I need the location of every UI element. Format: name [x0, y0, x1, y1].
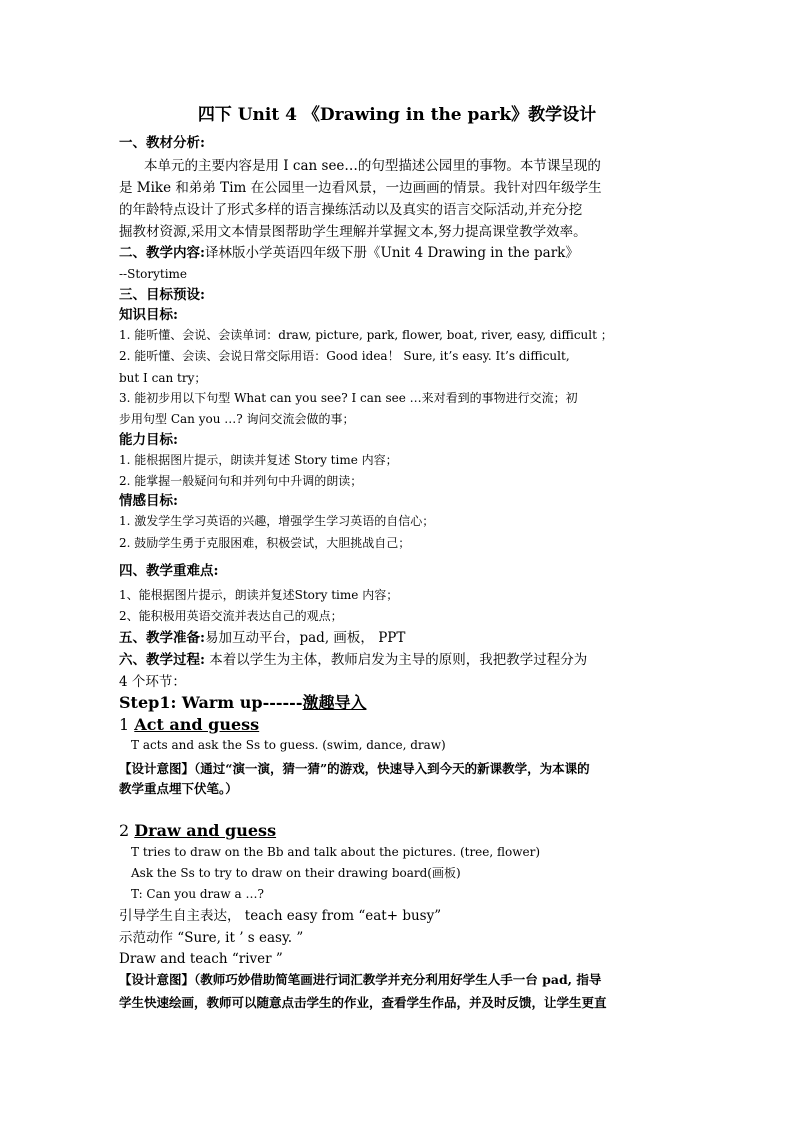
- section-2-heading: 二、教学内容:: [119, 245, 205, 261]
- step1-heading-cn: 激趣导入: [302, 693, 367, 712]
- section-2-line: [119, 246, 579, 262]
- section-1-line: 是 Mike 和弟弟 Tim 在公园里一边看风景，一边画画的情景。我针对四年级学生: [119, 180, 602, 196]
- knowledge-item: but I can try；: [119, 371, 207, 385]
- section-4-item: 2、能积极用英语交流并表达自己的观点；: [119, 609, 343, 623]
- section-3-heading: 三、目标预设:: [119, 287, 205, 303]
- activity-2-heading: [119, 822, 276, 840]
- activity-2-line: T tries to draw on the Bb and talk about the pictures. (tree, flower): [131, 845, 541, 859]
- emotion-item: 2. 鼓励学生勇于克服困难，积极尝试，大胆挑战自己；: [119, 536, 411, 550]
- ability-item: 2. 能掌握一般疑问句和并列句中升调的朗读；: [119, 474, 363, 488]
- activity-2-number: 2: [119, 821, 130, 840]
- knowledge-heading: 知识目标:: [119, 307, 178, 323]
- section-4-item: 1、能根据图片提示，朗读并复述Story time 内容；: [119, 588, 399, 602]
- section-6-line2: 4 个环节：: [119, 674, 186, 690]
- section-2-text: 译林版小学英语四年级下册《Unit 4 Drawing in the park》: [204, 245, 579, 261]
- knowledge-item: 2. 能听懂、会读、会说日常交际用语：Good idea！ Sure, it’s easy. It’s difficult,: [119, 349, 570, 363]
- section-4-heading: 四、教学重难点:: [119, 563, 219, 579]
- activity-1-title: Act and guess: [134, 715, 260, 734]
- step1-heading-en: Step1: Warm up------: [119, 693, 303, 712]
- section-2-line2: --Storytime: [119, 267, 188, 281]
- section-6-line: [119, 653, 587, 669]
- section-5-text: 易加互动平台，pad, 画板， PPT: [204, 630, 406, 646]
- activity-1-heading: [119, 716, 259, 734]
- activity-2-line: Draw and teach “river ”: [119, 951, 283, 967]
- knowledge-item: 3. 能初步用以下句型 What can you see? I can see …来对看到的事物进行交流；初: [119, 391, 578, 405]
- section-5-heading: 五、教学准备:: [119, 630, 205, 646]
- activity-2-line: 引导学生自主表达， teach easy from “eat+ busy”: [119, 908, 442, 924]
- design-intent-1: 【设计意图】（通过“演一演，猜一猜”的游戏，快速导入到今天的新课教学，为本课的: [119, 761, 590, 776]
- emotion-heading: 情感目标:: [119, 493, 178, 509]
- section-1-line: 掘教材资源,采用文本情景图帮助学生理解并掌握文本,努力提高课堂教学效率。: [119, 224, 587, 240]
- ability-item: 1. 能根据图片提示，朗读并复述 Story time 内容；: [119, 453, 398, 467]
- activity-2-line: Ask the Ss to try to draw on their drawing board(画板): [131, 866, 461, 880]
- knowledge-item: 步用句型 Can you …? 询问交流会做的事；: [119, 412, 355, 426]
- ability-heading: 能力目标:: [119, 432, 178, 448]
- activity-2-title: Draw and guess: [134, 821, 277, 840]
- emotion-item: 1. 激发学生学习英语的兴趣，增强学生学习英语的自信心；: [119, 514, 435, 528]
- activity-2-line: 示范动作 “Sure, it ’ s easy. ”: [119, 930, 304, 946]
- activity-2-line: T: Can you draw a …?: [131, 887, 264, 901]
- design-intent-2-cont: 学生快速绘画，教师可以随意点击学生的作业，查看学生作品，并及时反馈，让学生更直: [119, 995, 607, 1010]
- knowledge-item: 1. 能听懂、会说、会读单词：draw, picture, park, flower, boat, river, easy, difficult ；: [119, 328, 613, 342]
- document-title: 四下 Unit 4 《Drawing in the park》教学设计: [197, 105, 597, 125]
- design-intent-1-cont: 教学重点埋下伏笔。）: [119, 781, 238, 796]
- design-intent-2: 【设计意图】（教师巧妙借助简笔画进行词汇教学并充分利用好学生人手一台 pad, 指导: [119, 972, 602, 987]
- activity-1-number: 1: [119, 715, 130, 734]
- section-5-line: [119, 631, 405, 647]
- section-6-heading: 六、教学过程:: [119, 652, 205, 668]
- section-6-text: 本着以学生为主体，教师启发为主导的原则，我把教学过程分为: [204, 652, 588, 668]
- activity-1-line: T acts and ask the Ss to guess. (swim, dance, draw): [131, 738, 446, 752]
- section-1-heading: 一、教材分析:: [119, 135, 205, 151]
- section-1-line: 本单元的主要内容是用 I can see…的句型描述公园里的事物。本节课呈现的: [144, 158, 601, 174]
- section-1-line: 的年龄特点设计了形式多样的语言操练活动以及真实的语言交际活动,并充分挖: [119, 202, 583, 218]
- step1-heading: [119, 694, 366, 712]
